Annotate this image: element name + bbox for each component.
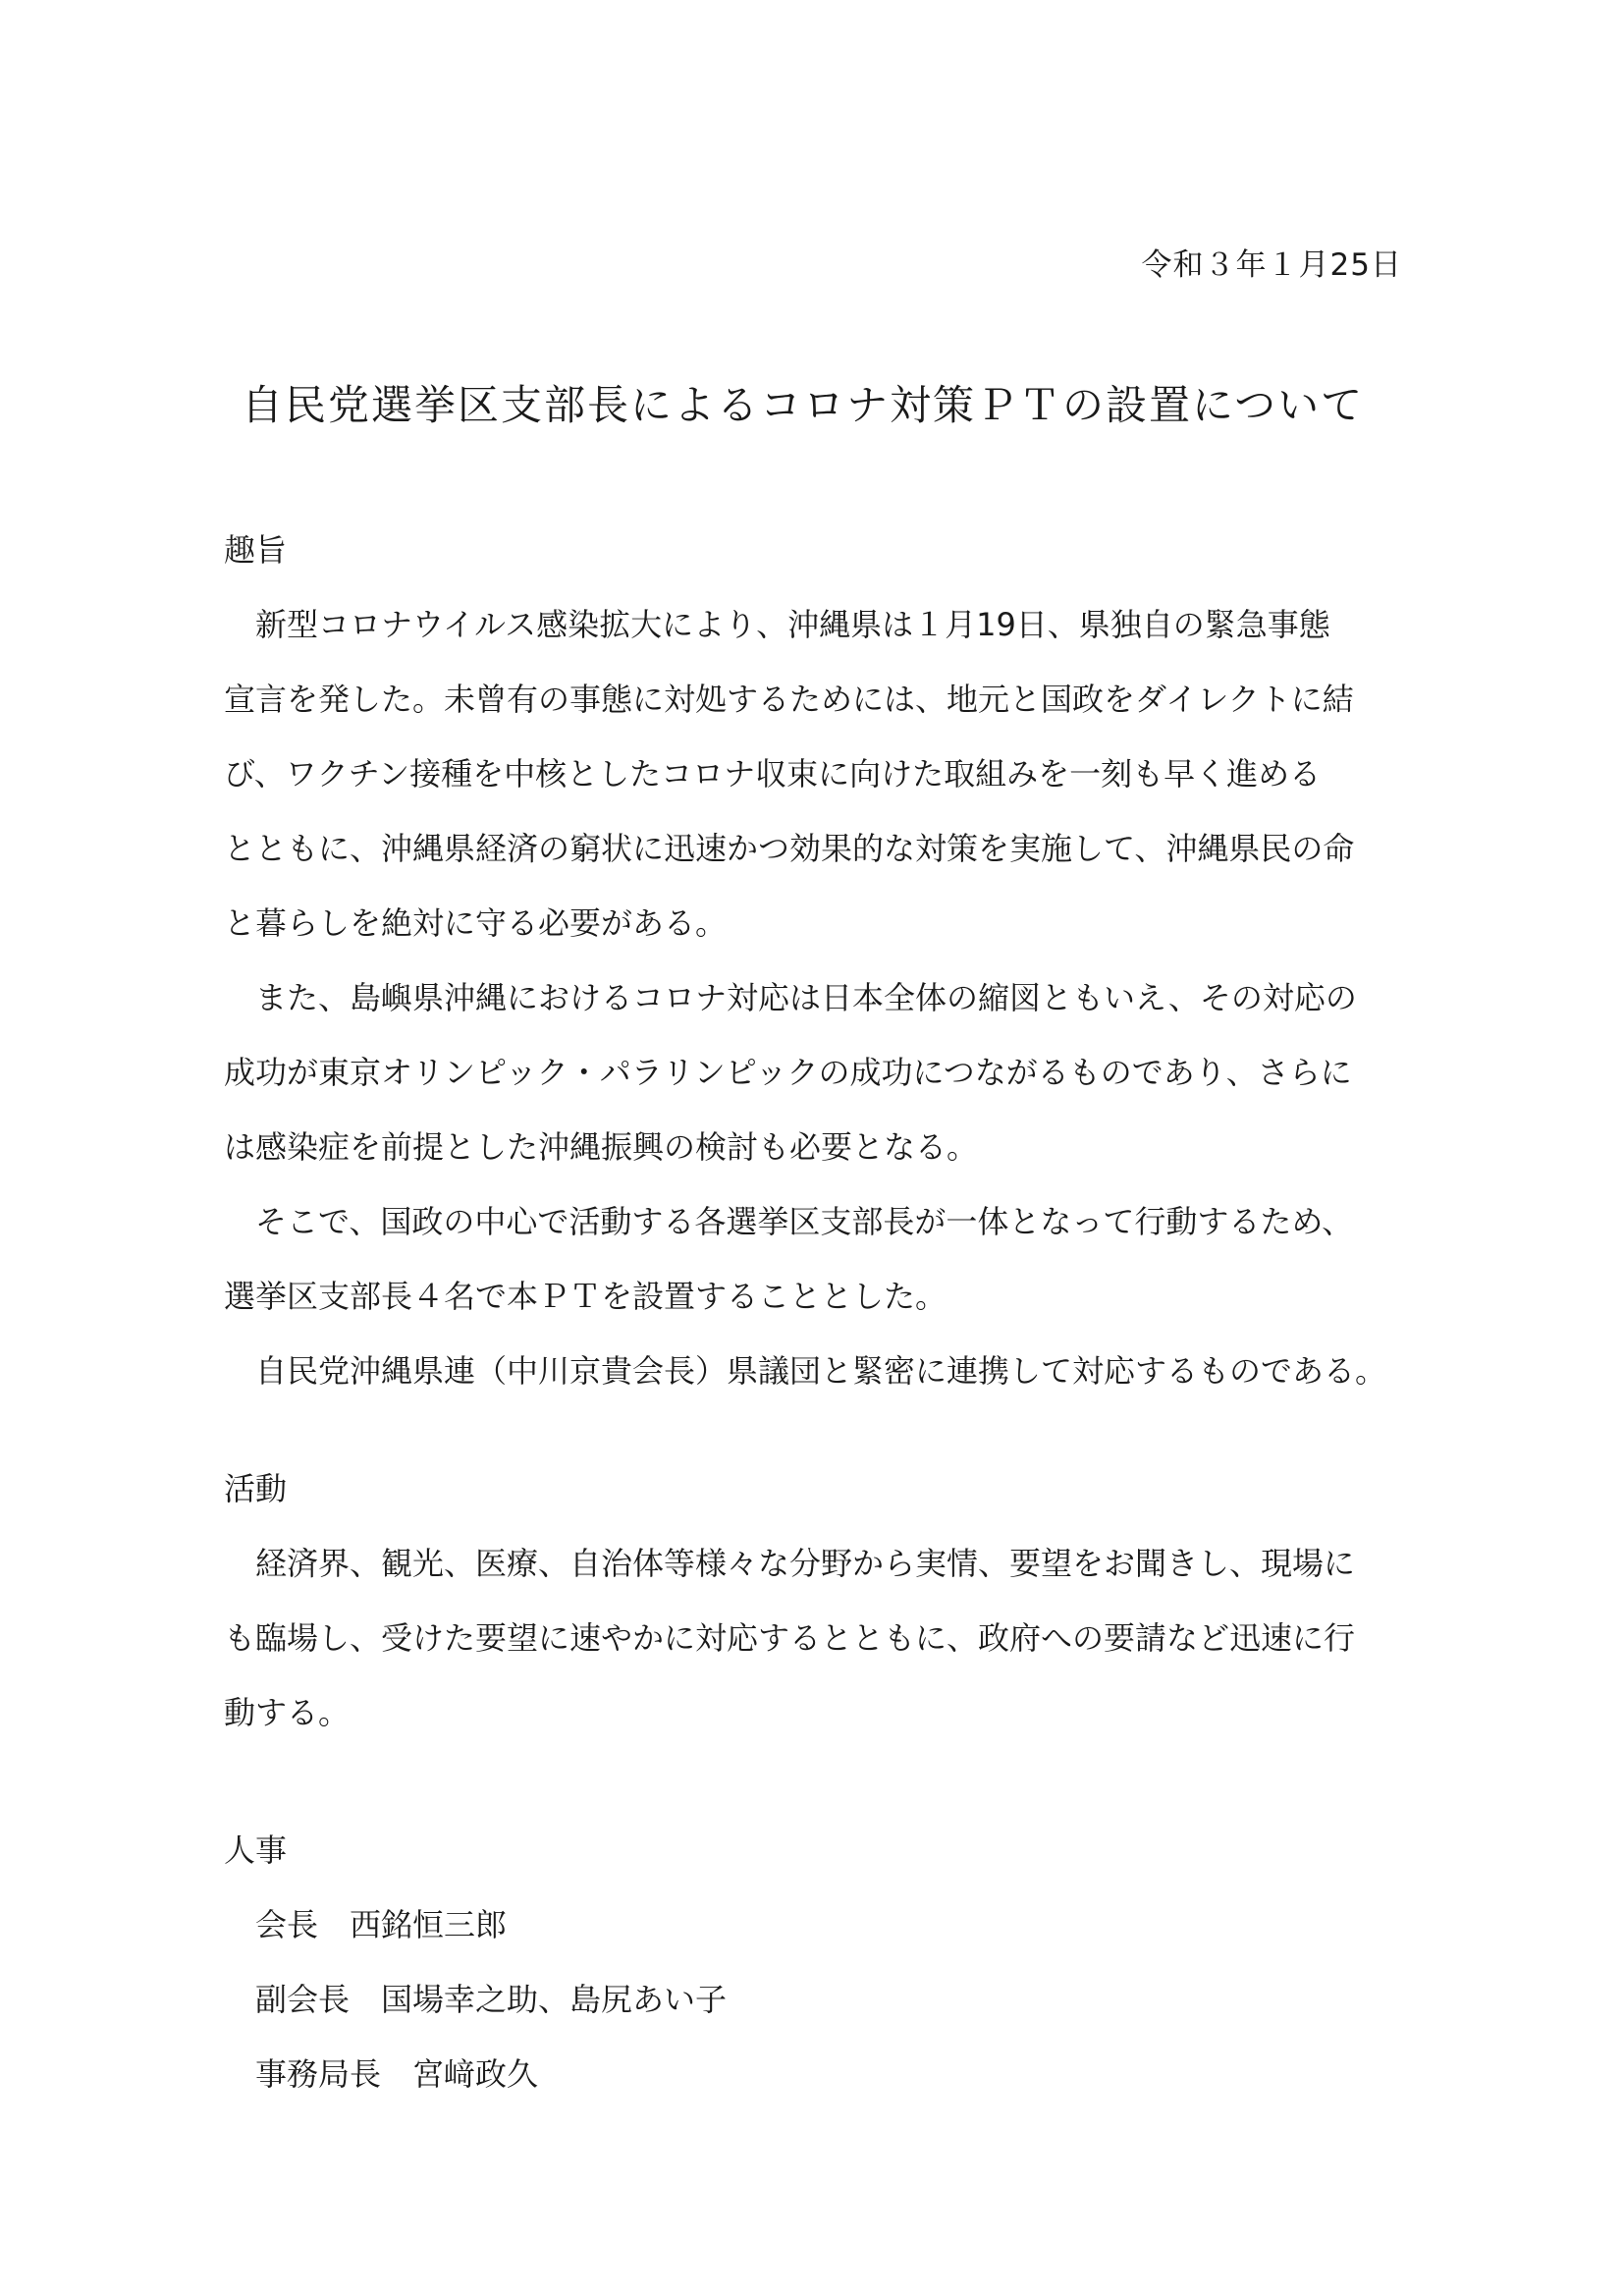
section-heading-activity: 活動 [224,1470,288,1507]
member-names: 国場幸之助、島尻あい子 [381,1981,728,2018]
text-line: は感染症を前提とした沖縄振興の検討も必要となる。 [224,1128,979,1166]
paragraph [224,587,1402,960]
paragraph [224,1184,1402,1334]
member-role: 副会長 [255,1981,351,2018]
section-body-personnel [224,1887,1402,2111]
member-names: 宮﨑政久 [412,2055,539,2093]
member-role: 事務局長 [255,2055,382,2093]
text-line: と暮らしを絶対に守る必要がある。 [224,904,728,942]
document-title: 自民党選挙区支部長によるコロナ対策ＰＴの設置について [242,381,1365,429]
section-heading-personnel: 人事 [224,1831,288,1869]
text-line: 経済界、観光、医療、自治体等様々な分野から実情、要望をお聞きし、現場に [255,1545,1356,1582]
paragraph [224,960,1402,1184]
text-line: び、ワクチン接種を中核としたコロナ収束に向けた取組みを一刻も早く進める [224,755,1322,793]
section-body-activity [224,1526,1402,1750]
text-line: 宣言を発した。未曾有の事態に対処するためには、地元と国政をダイレクトに結 [224,681,1354,718]
section-purpose [224,530,1402,1408]
section-personnel [224,1831,1402,2111]
section-activity [224,1469,1402,1750]
text-line: 選挙区支部長４名で本ＰＴを設置することとした。 [224,1278,947,1315]
paragraph [224,1526,1402,1750]
member-row [224,1887,1402,1962]
section-body-purpose [224,587,1402,1408]
member-names: 西銘恒三郎 [350,1906,508,1943]
text-line: 動する。 [224,1694,351,1731]
member-row [224,1962,1402,2037]
member-role: 会長 [255,1906,319,1943]
text-line: そこで、国政の中心で活動する各選挙区支部長が一体となって行動するため、 [255,1203,1354,1240]
text-line: また、島嶼県沖縄におけるコロナ対応は日本全体の縮図ともいえ、その対応の [255,979,1357,1016]
text-line: 自民党沖縄県連（中川京貴会長）県議団と緊密に連携して対応するものである。 [255,1352,1387,1390]
text-line: も臨場し、受けた要望に速やかに対応するとともに、政府への要請など迅速に行 [224,1619,1356,1657]
text-line: 成功が東京オリンピック・パラリンピックの成功につながるものであり、さらに [224,1054,1352,1091]
section-heading-purpose: 趣旨 [224,531,288,569]
member-row [224,2037,1402,2111]
paragraph [224,1334,1402,1408]
document-date: 令和３年１月25日 [1141,247,1402,283]
text-line: 新型コロナウイルス感染拡大により、沖縄県は１月19日、県独自の緊急事態 [255,606,1330,643]
text-line: とともに、沖縄県経済の窮状に迅速かつ効果的な対策を実施して、沖縄県民の命 [224,830,1355,867]
